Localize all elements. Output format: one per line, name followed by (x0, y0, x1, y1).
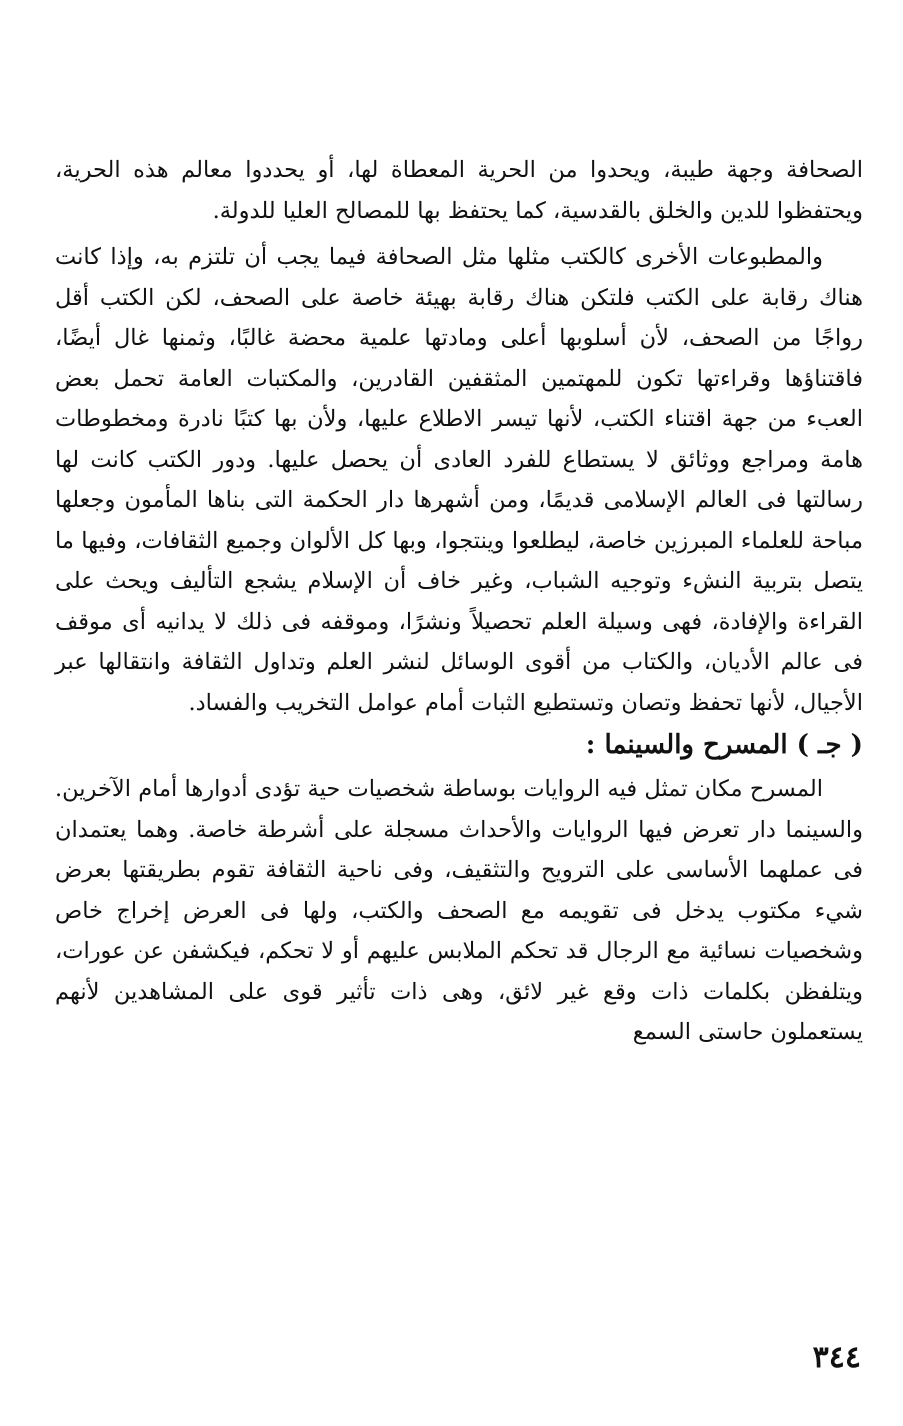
section-heading: ( جـ ) المسرح والسينما : (585, 730, 863, 760)
paragraph-press-freedom: الصحافة وجهة طيبة، ويحدوا من الحرية المعطاة لها، أو يحددوا معالم هذه الحرية، ويحتفظوا للدين والخلق بالقدسية، كما يحتفظ بها للمصالح العليا للدولة. (55, 157, 863, 224)
page-number: ٣٤٤ (812, 1340, 861, 1375)
paragraph-theatre-cinema: المسرح مكان تمثل فيه الروايات بوساطة شخصيات حية تؤدى أدوارها أمام الآخرين. والسينما دار تعرض فيها الروايات والأحداث مسجلة على أشرطة خاصة. وهما يعتمدان فى عملهما الأساسى على الترويح والتثقيف، وفى ناحية الثقافة تقوم بطريقتها بعرض شيء مكتوب يدخل فى تقويمه مع الصحف والكتب، ولها فى العرض إخراج خاص وشخصيات نسائية مع الرجال قد تحكم الملابس عليهم أو لا تحكم، فيكشفن عن عورات، ويتلفظن بكلمات ذات وقع غير لائق، وهى ذات تأثير قوى على المشاهدين لأنهم يستعملون حاستى السمع (55, 776, 863, 1045)
paragraph-books-libraries: والمطبوعات الأخرى كالكتب مثلها مثل الصحافة فيما يجب أن تلتزم به، وإذا كانت هناك رقابة على الكتب فلتكن هناك رقابة بهيئة خاصة على الصحف، لكن الكتب أقل رواجًا من الصحف، لأن أسلوبها أعلى ومادتها علمية محضة غالبًا، وثمنها غال أيضًا، فاقتناؤها وقراءتها تكون للمهتمين المثقفين القادرين، والمكتبات العامة تحمل بعض العبء من جهة اقتناء الكتب، لأنها تيسر الاطلاع عليها، ولأن بها كتبًا نادرة ومخطوطات هامة ومراجع ووثائق لا يستطاع للفرد العادى أن يحصل عليها. ودور الكتب كانت لها رسالتها فى العالم الإسلامى قديمًا، ومن أشهرها دار الحكمة التى بناها المأمون وجعلها مباحة للعلماء المبرزين خاصة، ليطلعوا وينتجوا، وبها كل الألوان وجميع الثقافات، وفيها ما يتصل بتربية النشء وتوجيه الشباب، وغير خاف أن الإسلام يشجع التأليف ويحث على القراءة والإفادة، فهى وسيلة العلم تحصيلاً ونشرًا، وموقفه فى ذلك لا يدانيه أى موقف فى عالم الأديان، والكتاب من أقوى الوسائل لنشر العلم وتداول الثقافة وانتقالها عبر الأجيال، لأنها تحفظ وتصان وتستطيع الثبات أمام عوامل التخريب والفساد. (55, 244, 863, 716)
page-body (55, 150, 863, 1053)
